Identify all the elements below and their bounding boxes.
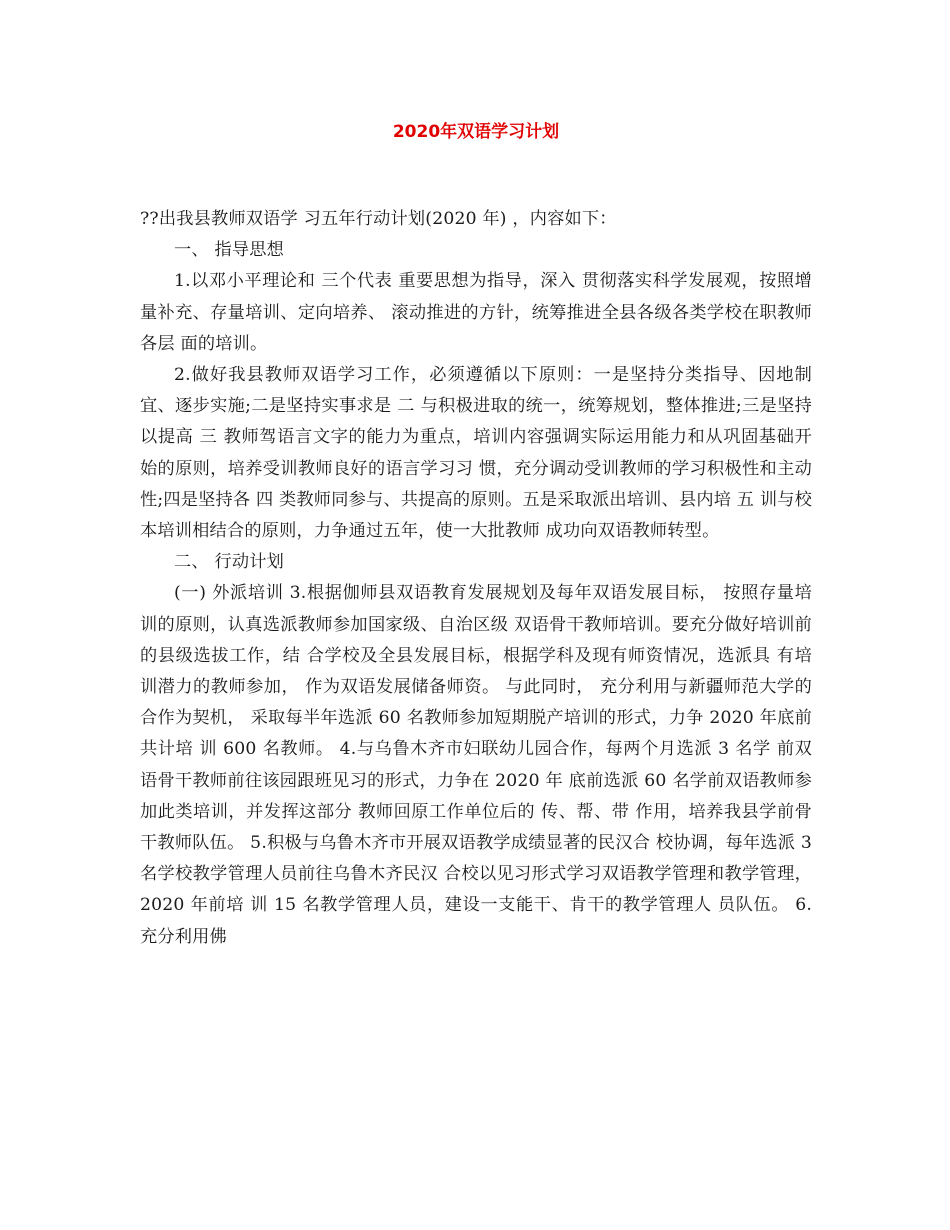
paragraph-item-2: 2.做好我县教师双语学习工作，必须遵循以下原则：一是坚持分类指导、因地制宜、逐步实施;二是坚持实事求是 二 与积极进取的统一，统筹规划，整体推进;三是坚持以提高 三 教师驾语言文字的能力为重点，培训内容强调实际运用能力和从巩固基础开始的原则，培养受训教师良好的语言学习习 惯，充分调动受训教师的学习积极性和主动性;四是坚持各 四 类教师同参与、共提高的原则。五是采取派出培训、县内培 五 训与校本培训相结合的原则，力争通过五年，使一大批教师 成功向双语教师转型。 xyxy=(140,365,812,542)
document-page xyxy=(140,118,812,953)
section-heading-action-plan: 二、 行动计划 xyxy=(174,552,284,573)
document-title: 2020年双语学习计划 xyxy=(392,122,560,142)
section-heading-guiding-ideology: 一、 指导思想 xyxy=(174,240,284,261)
intro-paragraph: ??出我县教师双语学 习五年行动计划(2020 年) ，内容如下： xyxy=(140,209,617,229)
paragraph-external-training: (一) 外派培训 3.根据伽师县双语教育发展规划及每年双语发展目标， 按照存量培训的原则，认真选派教师参加国家级、自治区级 双语骨干教师培训。要充分做好培训前的县级选拔工作，结 合学校及全县发展目标，根据学科及现有师资情况，选派具 有培训潜力的教师参加， 作为双语发展储备师资。 与此同时， 充分利用与新疆师范大学的合作为契机， 采取每半年选派 60 名教师参加短期脱产培训的形式，力争 2020 年底前共计培 训 600 名教师。 4.与乌鲁木齐市妇联幼儿园合作，每两个月选派 3 名学 前双语骨干教师前往该园跟班见习的形式，力争在 2020 年 底前选派 60 名学前双语教师参加此类培训，并发挥这部分 教师回原工作单位后的 传、帮、带 作用，培养我县学前骨干教师队伍。 5.积极与乌鲁木齐市开展双语教学成绩显著的民汉合 校协调，每年选派 3 名学校教学管理人员前往乌鲁木齐民汉 合校以见习形式学习双语教学管理和教学管理， 2020 年前培 训 15 名教学管理人员，建设一支能干、肯干的教学管理人 员队伍。 6.充分利用佛 xyxy=(140,583,812,947)
paragraph-item-1: 1.以邓小平理论和 三个代表 重要思想为指导，深入 贯彻落实科学发展观，按照增量补充、存量培训、定向培养、 滚动推进的方针，统筹推进全县各级各类学校在职教师各层 面的培训。 xyxy=(140,271,812,354)
